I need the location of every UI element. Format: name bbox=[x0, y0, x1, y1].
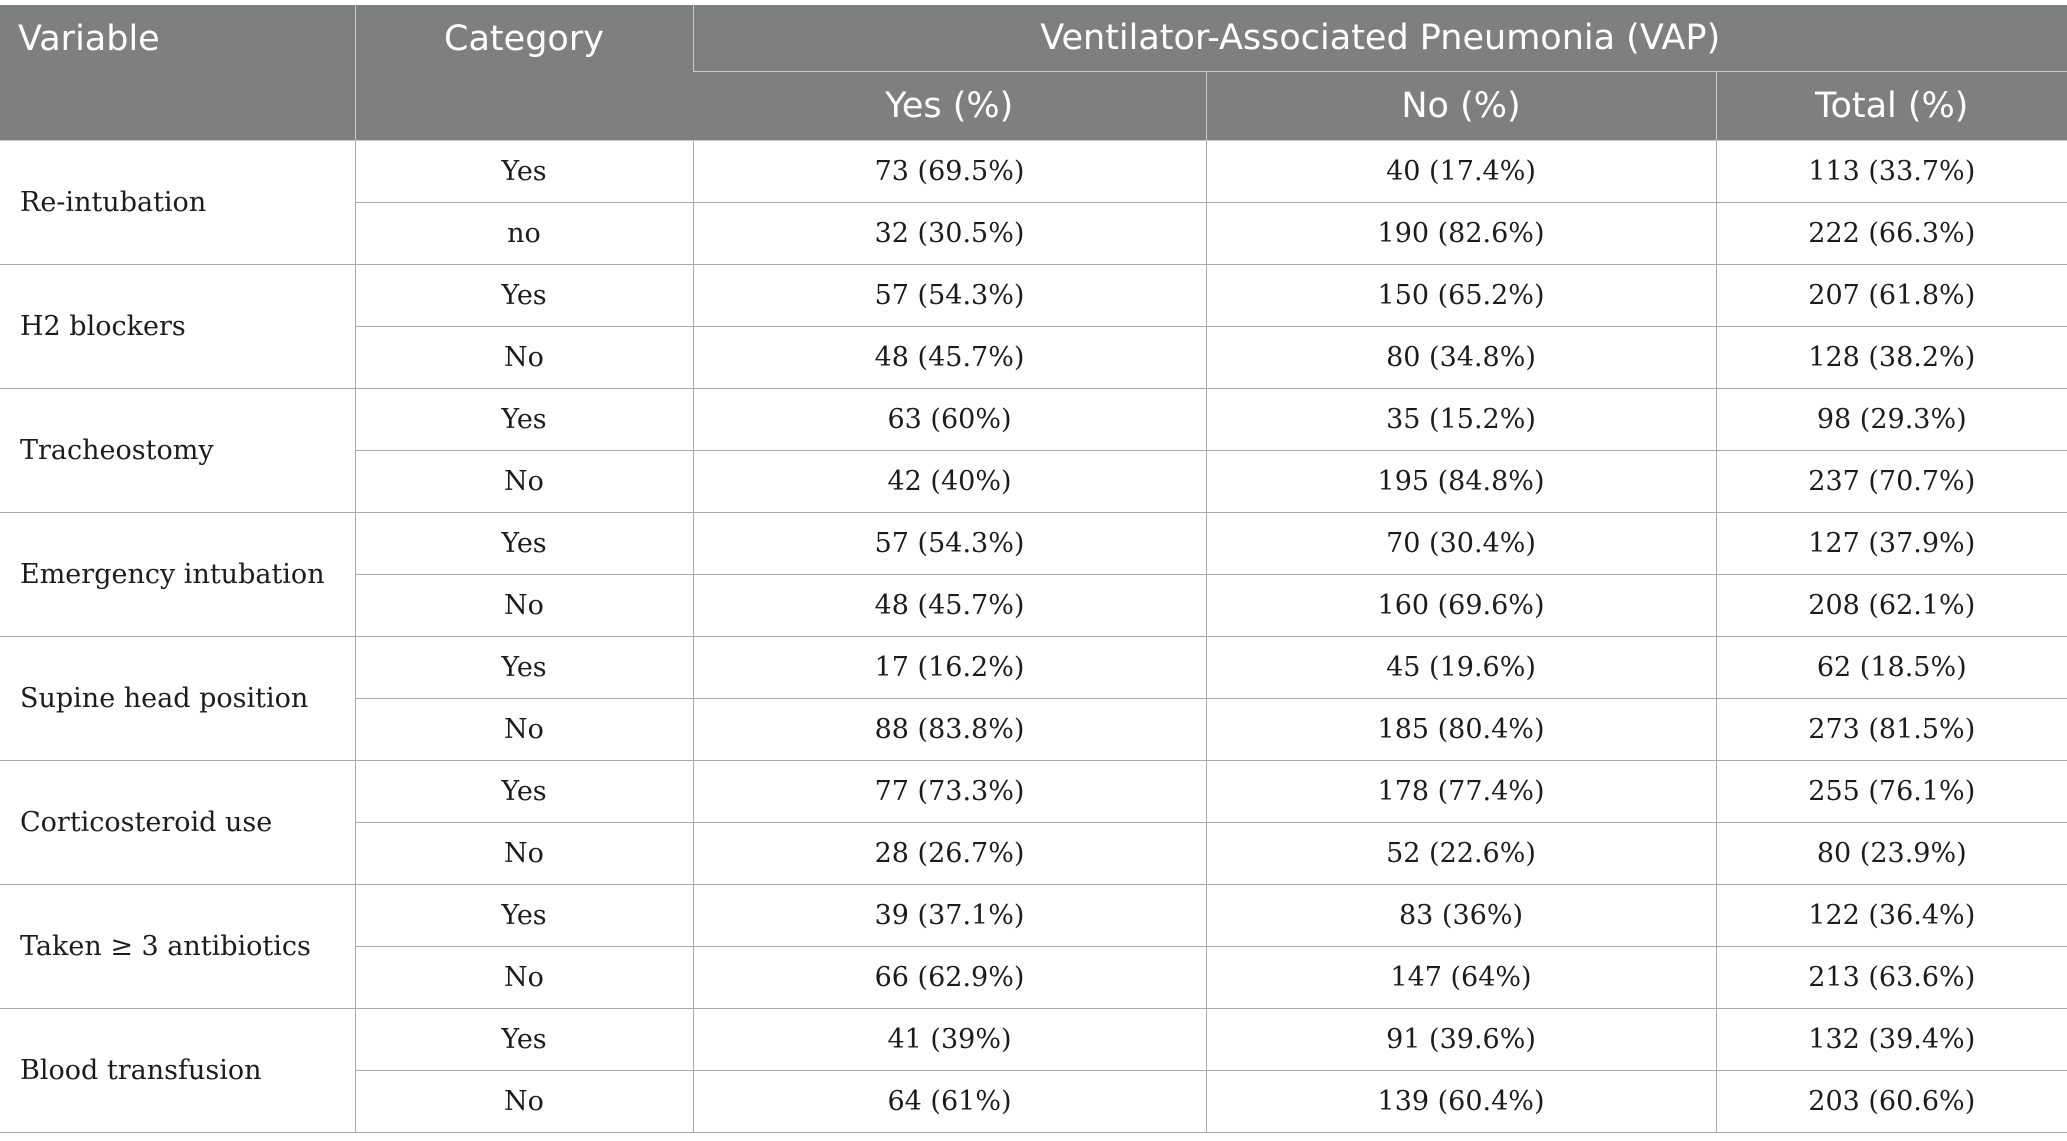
header-yes: Yes (%) bbox=[693, 72, 1206, 141]
cell-yes: 17 (16.2%) bbox=[693, 637, 1206, 699]
cell-category: Yes bbox=[355, 637, 693, 699]
header-no: No (%) bbox=[1206, 72, 1716, 141]
cell-no: 91 (39.6%) bbox=[1206, 1009, 1716, 1071]
cell-variable: Tracheostomy bbox=[0, 389, 355, 513]
cell-variable: Blood transfusion bbox=[0, 1009, 355, 1133]
cell-total: 207 (61.8%) bbox=[1716, 265, 2067, 327]
cell-category: No bbox=[355, 1071, 693, 1133]
cell-yes: 42 (40%) bbox=[693, 451, 1206, 513]
cell-total: 98 (29.3%) bbox=[1716, 389, 2067, 451]
cell-variable: Emergency intubation bbox=[0, 513, 355, 637]
cell-no: 80 (34.8%) bbox=[1206, 327, 1716, 389]
cell-variable: Supine head position bbox=[0, 637, 355, 761]
cell-total: 213 (63.6%) bbox=[1716, 947, 2067, 1009]
cell-no: 185 (80.4%) bbox=[1206, 699, 1716, 761]
cell-no: 150 (65.2%) bbox=[1206, 265, 1716, 327]
cell-category: No bbox=[355, 575, 693, 637]
cell-yes: 57 (54.3%) bbox=[693, 513, 1206, 575]
cell-total: 273 (81.5%) bbox=[1716, 699, 2067, 761]
cell-total: 62 (18.5%) bbox=[1716, 637, 2067, 699]
table-row bbox=[0, 637, 2067, 699]
cell-category: No bbox=[355, 327, 693, 389]
cell-category: no bbox=[355, 203, 693, 265]
cell-no: 70 (30.4%) bbox=[1206, 513, 1716, 575]
cell-total: 113 (33.7%) bbox=[1716, 141, 2067, 203]
cell-total: 237 (70.7%) bbox=[1716, 451, 2067, 513]
cell-no: 139 (60.4%) bbox=[1206, 1071, 1716, 1133]
cell-variable: Taken ≥ 3 antibiotics bbox=[0, 885, 355, 1009]
table-row bbox=[0, 885, 2067, 947]
cell-category: Yes bbox=[355, 265, 693, 327]
cell-yes: 39 (37.1%) bbox=[693, 885, 1206, 947]
cell-yes: 32 (30.5%) bbox=[693, 203, 1206, 265]
cell-total: 203 (60.6%) bbox=[1716, 1071, 2067, 1133]
cell-no: 40 (17.4%) bbox=[1206, 141, 1716, 203]
header-variable: Variable bbox=[0, 5, 355, 141]
cell-variable: Corticosteroid use bbox=[0, 761, 355, 885]
cell-yes: 64 (61%) bbox=[693, 1071, 1206, 1133]
cell-yes: 48 (45.7%) bbox=[693, 327, 1206, 389]
cell-category: Yes bbox=[355, 513, 693, 575]
cell-yes: 41 (39%) bbox=[693, 1009, 1206, 1071]
cell-variable: H2 blockers bbox=[0, 265, 355, 389]
vap-table bbox=[0, 5, 2067, 1133]
cell-yes: 48 (45.7%) bbox=[693, 575, 1206, 637]
cell-no: 83 (36%) bbox=[1206, 885, 1716, 947]
cell-category: No bbox=[355, 699, 693, 761]
cell-no: 160 (69.6%) bbox=[1206, 575, 1716, 637]
cell-category: No bbox=[355, 947, 693, 1009]
cell-total: 128 (38.2%) bbox=[1716, 327, 2067, 389]
cell-no: 45 (19.6%) bbox=[1206, 637, 1716, 699]
cell-yes: 63 (60%) bbox=[693, 389, 1206, 451]
cell-no: 147 (64%) bbox=[1206, 947, 1716, 1009]
table-row bbox=[0, 389, 2067, 451]
cell-category: Yes bbox=[355, 141, 693, 203]
cell-no: 178 (77.4%) bbox=[1206, 761, 1716, 823]
table-row bbox=[0, 513, 2067, 575]
cell-total: 80 (23.9%) bbox=[1716, 823, 2067, 885]
cell-category: Yes bbox=[355, 389, 693, 451]
cell-variable: Re-intubation bbox=[0, 141, 355, 265]
cell-no: 52 (22.6%) bbox=[1206, 823, 1716, 885]
cell-category: No bbox=[355, 451, 693, 513]
cell-no: 190 (82.6%) bbox=[1206, 203, 1716, 265]
cell-no: 35 (15.2%) bbox=[1206, 389, 1716, 451]
cell-yes: 57 (54.3%) bbox=[693, 265, 1206, 327]
cell-total: 127 (37.9%) bbox=[1716, 513, 2067, 575]
cell-category: No bbox=[355, 823, 693, 885]
cell-yes: 73 (69.5%) bbox=[693, 141, 1206, 203]
cell-yes: 28 (26.7%) bbox=[693, 823, 1206, 885]
header-total: Total (%) bbox=[1716, 72, 2067, 141]
cell-category: Yes bbox=[355, 1009, 693, 1071]
cell-yes: 77 (73.3%) bbox=[693, 761, 1206, 823]
table-row bbox=[0, 265, 2067, 327]
table-header bbox=[0, 5, 2067, 141]
cell-category: Yes bbox=[355, 761, 693, 823]
cell-total: 222 (66.3%) bbox=[1716, 203, 2067, 265]
cell-total: 255 (76.1%) bbox=[1716, 761, 2067, 823]
table-row bbox=[0, 761, 2067, 823]
cell-yes: 88 (83.8%) bbox=[693, 699, 1206, 761]
header-vap-group: Ventilator-Associated Pneumonia (VAP) bbox=[693, 5, 2067, 72]
cell-total: 132 (39.4%) bbox=[1716, 1009, 2067, 1071]
cell-total: 208 (62.1%) bbox=[1716, 575, 2067, 637]
table-row bbox=[0, 1009, 2067, 1071]
cell-category: Yes bbox=[355, 885, 693, 947]
table-body bbox=[0, 141, 2067, 1133]
table-row bbox=[0, 141, 2067, 203]
cell-total: 122 (36.4%) bbox=[1716, 885, 2067, 947]
cell-no: 195 (84.8%) bbox=[1206, 451, 1716, 513]
cell-yes: 66 (62.9%) bbox=[693, 947, 1206, 1009]
header-category: Category bbox=[355, 5, 693, 141]
